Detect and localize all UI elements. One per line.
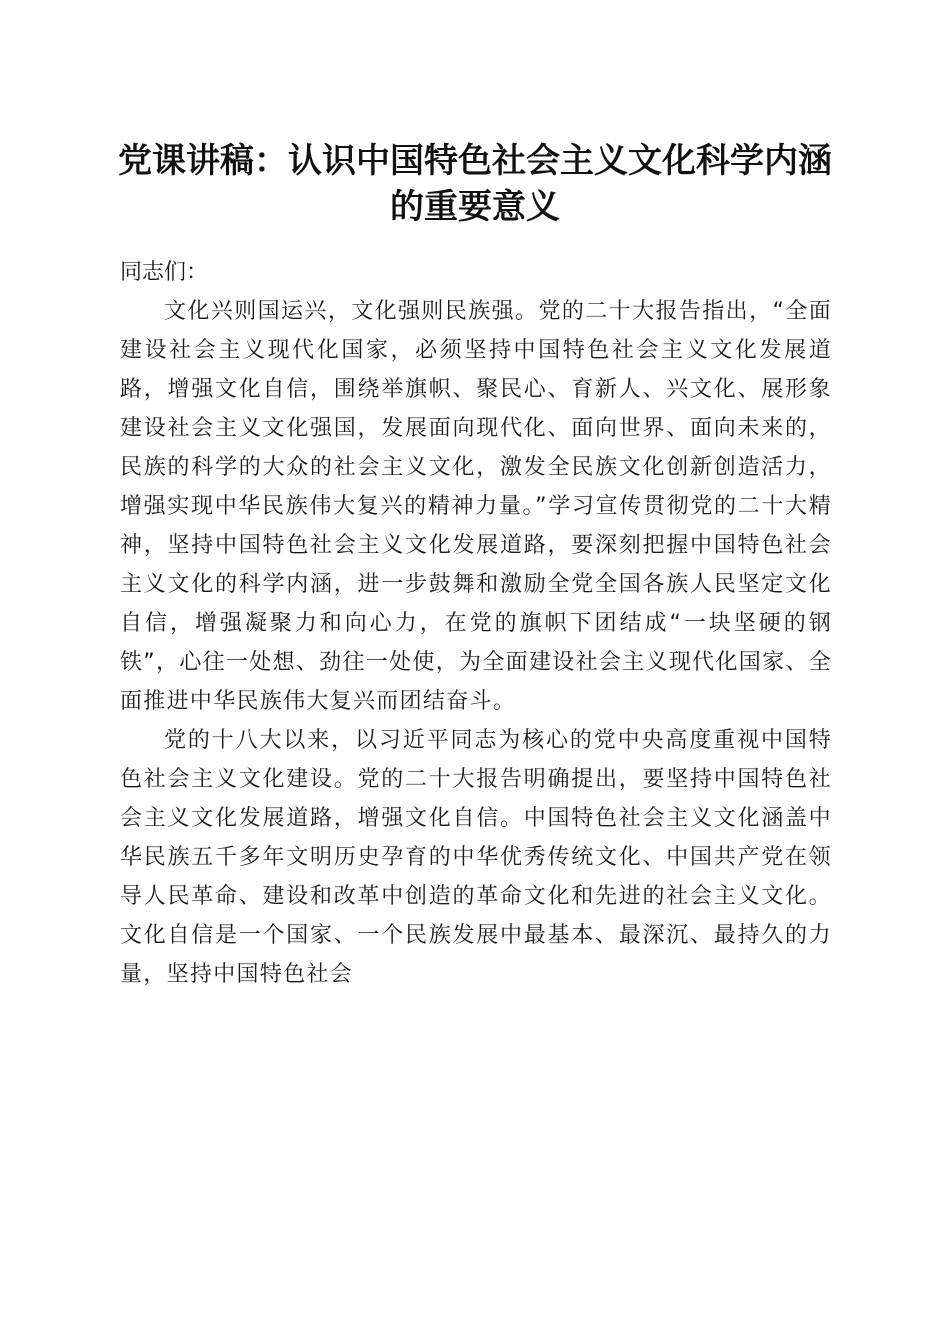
greeting: 同志们： (120, 260, 209, 285)
paragraph: 党的十八大以来，以习近平同志为核心的党中央高度重视中国特色社会主义文化建设。党的二十大报告明确提出，要坚持中国特色社会主义文化发展道路，增强文化自信。中国特色社会主义文化涵盖中华民族五千多年文明历史孕育的中华优秀传统文化、中国共产党在领导人民革命、建设和改革中创造的革命文化和先进的社会主义文化。文化自信是一个国家、一个民族发展中最基本、最深沉、最持久的力量，坚持中国特色社会 (120, 728, 832, 987)
paragraph: 文化兴则国运兴，文化强则民族强。党的二十大报告指出，“全面建设社会主义现代化国家，必须坚持中国特色社会主义文化发展道路，增强文化自信，围绕举旗帜、聚民心、育新人、兴文化、展形象建设社会主义文化强国，发展面向现代化、面向世界、面向未来的，民族的科学的大众的社会主义文化，激发全民族文化创新创造活力，增强实现中华民族伟大复兴的精神力量。”学习宣传贯彻党的二十大精神，坚持中国特色社会主义文化发展道路，要深刻把握中国特色社会主义文化的科学内涵，进一步鼓舞和激励全党全国各族人民坚定文化自信，增强凝聚力和向心力，在党的旗帜下团结成“一块坚硬的钢铁”，心往一处想、劲往一处使，为全面建设社会主义现代化国家、全面推进中华民族伟大复兴而团结奋斗。 (120, 299, 832, 714)
document-title: 党课讲稿：认识中国特色社会主义文化科学内涵的重要意义 (118, 141, 832, 227)
document-body (120, 253, 832, 994)
